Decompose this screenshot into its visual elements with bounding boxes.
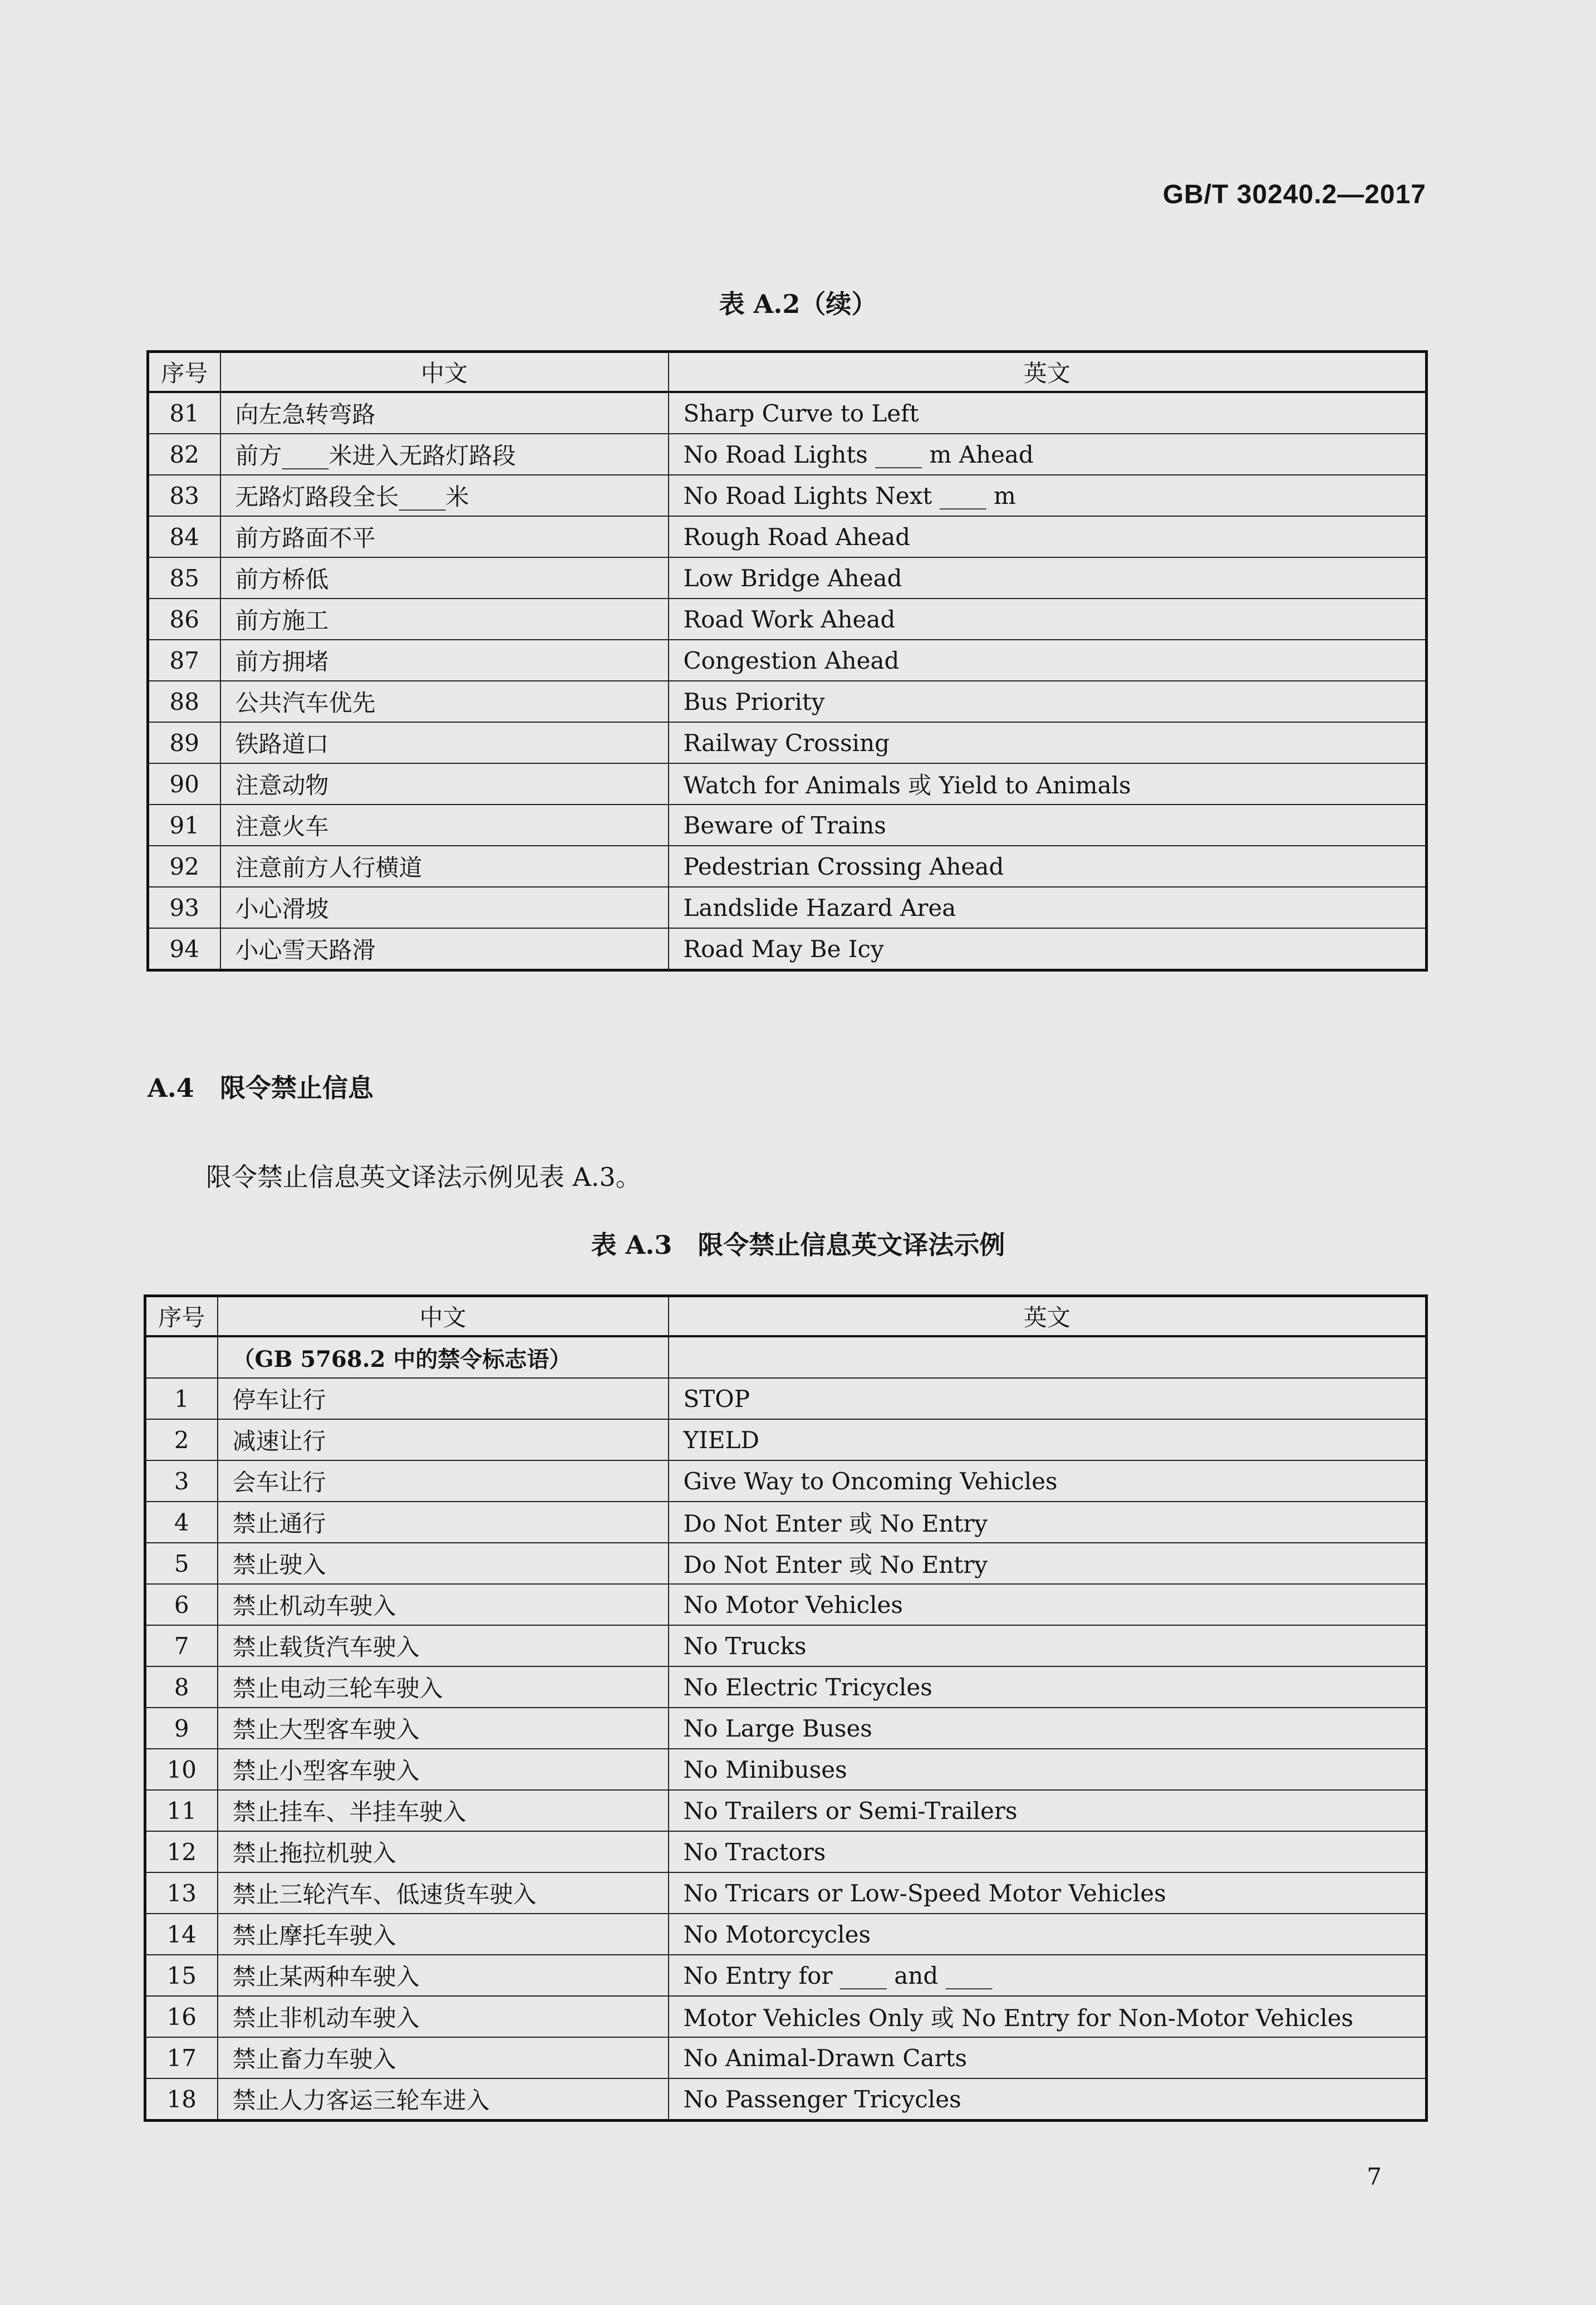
table-row [148,681,1427,722]
table-row [145,1543,1427,1584]
row-chinese: 向左急转弯路 [220,392,669,434]
row-english: No Minibuses [669,1749,1427,1790]
row-chinese: 小心雪天路滑 [220,928,669,970]
row-index: 84 [148,516,220,557]
table-row [148,392,1427,434]
row-chinese: 禁止拖拉机驶入 [218,1831,669,1872]
table-row [145,1584,1427,1625]
row-index: 6 [145,1584,218,1625]
empty-cell [669,1336,1427,1378]
row-chinese: 前方拥堵 [220,640,669,681]
row-chinese: 减速让行 [218,1419,669,1460]
table-row [145,1502,1427,1543]
row-english: Do Not Enter 或 No Entry [669,1543,1427,1584]
header-index: 序号 [145,1296,218,1337]
row-english: No Trailers or Semi-Trailers [669,1790,1427,1831]
row-chinese: 前方路面不平 [220,516,669,557]
row-chinese: 禁止大型客车驶入 [218,1708,669,1749]
row-chinese: 小心滑坡 [220,887,669,928]
row-index: 1 [145,1378,218,1419]
table-row [145,2037,1427,2078]
table-row [145,1378,1427,1419]
row-index: 4 [145,1502,218,1543]
table-a3-caption: 表 A.3 限令禁止信息英文译法示例 [591,1230,1005,1260]
header-chinese: 中文 [220,352,669,393]
section-number: A.4 [148,1073,194,1103]
row-chinese: 禁止挂车、半挂车驶入 [218,1790,669,1831]
empty-cell [145,1336,218,1378]
table-row [148,434,1427,475]
row-english: Road Work Ahead [669,599,1427,640]
table-row [148,846,1427,887]
row-chinese: 会车让行 [218,1460,669,1502]
row-index: 82 [148,434,220,475]
table-row [145,1790,1427,1831]
row-chinese: 注意动物 [220,763,669,805]
row-index: 81 [148,392,220,434]
row-english: Rough Road Ahead [669,516,1427,557]
row-english: Road May Be Icy [669,928,1427,970]
row-english: Motor Vehicles Only 或 No Entry for Non-Motor Vehicles [669,1996,1427,2037]
row-english: No Large Buses [669,1708,1427,1749]
table-row [148,557,1427,599]
row-chinese: 注意前方人行横道 [220,846,669,887]
row-english: No Tricars or Low-Speed Motor Vehicles [669,1872,1427,1914]
table-row [145,1749,1427,1790]
header-index: 序号 [148,352,220,393]
row-chinese: 注意火车 [220,805,669,846]
header-english: 英文 [669,352,1427,393]
row-index: 10 [145,1749,218,1790]
row-english: Bus Priority [669,681,1427,722]
table-row [148,928,1427,970]
row-english: Sharp Curve to Left [669,392,1427,434]
row-english: No Entry for ____ and ____ [669,1955,1427,1996]
row-english: No Passenger Tricycles [669,2078,1427,2121]
row-index: 92 [148,846,220,887]
row-english: Give Way to Oncoming Vehicles [669,1460,1427,1502]
row-english: Pedestrian Crossing Ahead [669,846,1427,887]
header-chinese: 中文 [218,1296,669,1337]
standard-number: GB/T 30240.2—2017 [1162,180,1426,209]
table-row [148,599,1427,640]
row-english: No Tractors [669,1831,1427,1872]
row-english: YIELD [669,1419,1427,1460]
row-index: 9 [145,1708,218,1749]
table-header-row [148,352,1427,393]
table-row [145,1955,1427,1996]
table-row [145,1996,1427,2037]
row-index: 85 [148,557,220,599]
row-chinese: 禁止畜力车驶入 [218,2037,669,2078]
row-english: Watch for Animals 或 Yield to Animals [669,763,1427,805]
table-row [148,805,1427,846]
row-index: 86 [148,599,220,640]
row-index: 91 [148,805,220,846]
row-english: Beware of Trains [669,805,1427,846]
row-index: 87 [148,640,220,681]
row-english: Low Bridge Ahead [669,557,1427,599]
row-index: 93 [148,887,220,928]
row-index: 94 [148,928,220,970]
page-number: 7 [1367,2163,1382,2190]
group-note: （GB 5768.2 中的禁令标志语） [218,1336,669,1378]
row-chinese: 无路灯路段全长____米 [220,475,669,516]
table-a3 [144,1294,1428,2122]
row-index: 90 [148,763,220,805]
row-english: No Animal-Drawn Carts [669,2037,1427,2078]
row-english: No Motorcycles [669,1914,1427,1955]
row-chinese: 禁止驶入 [218,1543,669,1584]
table-row [145,1666,1427,1708]
row-english: No Road Lights Next ____ m [669,475,1427,516]
row-english: No Electric Tricycles [669,1666,1427,1708]
section-paragraph: 限令禁止信息英文译法示例见表 A.3。 [206,1162,641,1192]
row-index: 16 [145,1996,218,2037]
row-index: 17 [145,2037,218,2078]
row-chinese: 禁止某两种车驶入 [218,1955,669,1996]
row-english: No Trucks [669,1625,1427,1666]
row-chinese: 禁止小型客车驶入 [218,1749,669,1790]
row-english: No Road Lights ____ m Ahead [669,434,1427,475]
row-index: 18 [145,2078,218,2121]
row-index: 13 [145,1872,218,1914]
row-index: 89 [148,722,220,763]
table-row [145,1625,1427,1666]
table-row [148,516,1427,557]
row-english: STOP [669,1378,1427,1419]
row-english: Congestion Ahead [669,640,1427,681]
row-english: Do Not Enter 或 No Entry [669,1502,1427,1543]
row-chinese: 前方施工 [220,599,669,640]
table-row [145,1708,1427,1749]
row-index: 88 [148,681,220,722]
table-row [145,2078,1427,2121]
row-index: 12 [145,1831,218,1872]
row-index: 15 [145,1955,218,1996]
row-chinese: 禁止人力客运三轮车进入 [218,2078,669,2121]
row-index: 11 [145,1790,218,1831]
row-english: No Motor Vehicles [669,1584,1427,1625]
row-chinese: 禁止非机动车驶入 [218,1996,669,2037]
row-index: 5 [145,1543,218,1584]
row-chinese: 禁止摩托车驶入 [218,1914,669,1955]
row-chinese: 禁止机动车驶入 [218,1584,669,1625]
row-index: 3 [145,1460,218,1502]
row-chinese: 禁止通行 [218,1502,669,1543]
row-chinese: 停车让行 [218,1378,669,1419]
table-row [145,1914,1427,1955]
row-chinese: 禁止电动三轮车驶入 [218,1666,669,1708]
table-row [148,640,1427,681]
row-chinese: 公共汽车优先 [220,681,669,722]
table-a2 [146,350,1428,972]
row-chinese: 禁止三轮汽车、低速货车驶入 [218,1872,669,1914]
row-index: 83 [148,475,220,516]
row-index: 14 [145,1914,218,1955]
group-note-row [145,1336,1427,1378]
table-row [148,763,1427,805]
row-chinese: 禁止载货汽车驶入 [218,1625,669,1666]
table-row [148,475,1427,516]
table-row [145,1460,1427,1502]
row-index: 7 [145,1625,218,1666]
table-row [145,1419,1427,1460]
table-header-row [145,1296,1427,1337]
table-row [145,1872,1427,1914]
row-chinese: 前方桥低 [220,557,669,599]
row-chinese: 前方____米进入无路灯路段 [220,434,669,475]
row-index: 2 [145,1419,218,1460]
row-english: Landslide Hazard Area [669,887,1427,928]
table-row [145,1831,1427,1872]
table-a2-caption: 表 A.2（续） [719,289,877,319]
row-index: 8 [145,1666,218,1708]
row-chinese: 铁路道口 [220,722,669,763]
table-row [148,887,1427,928]
section-heading [148,1068,374,1105]
header-english: 英文 [669,1296,1427,1337]
table-row [148,722,1427,763]
section-title: 限令禁止信息 [220,1073,374,1103]
row-english: Railway Crossing [669,722,1427,763]
